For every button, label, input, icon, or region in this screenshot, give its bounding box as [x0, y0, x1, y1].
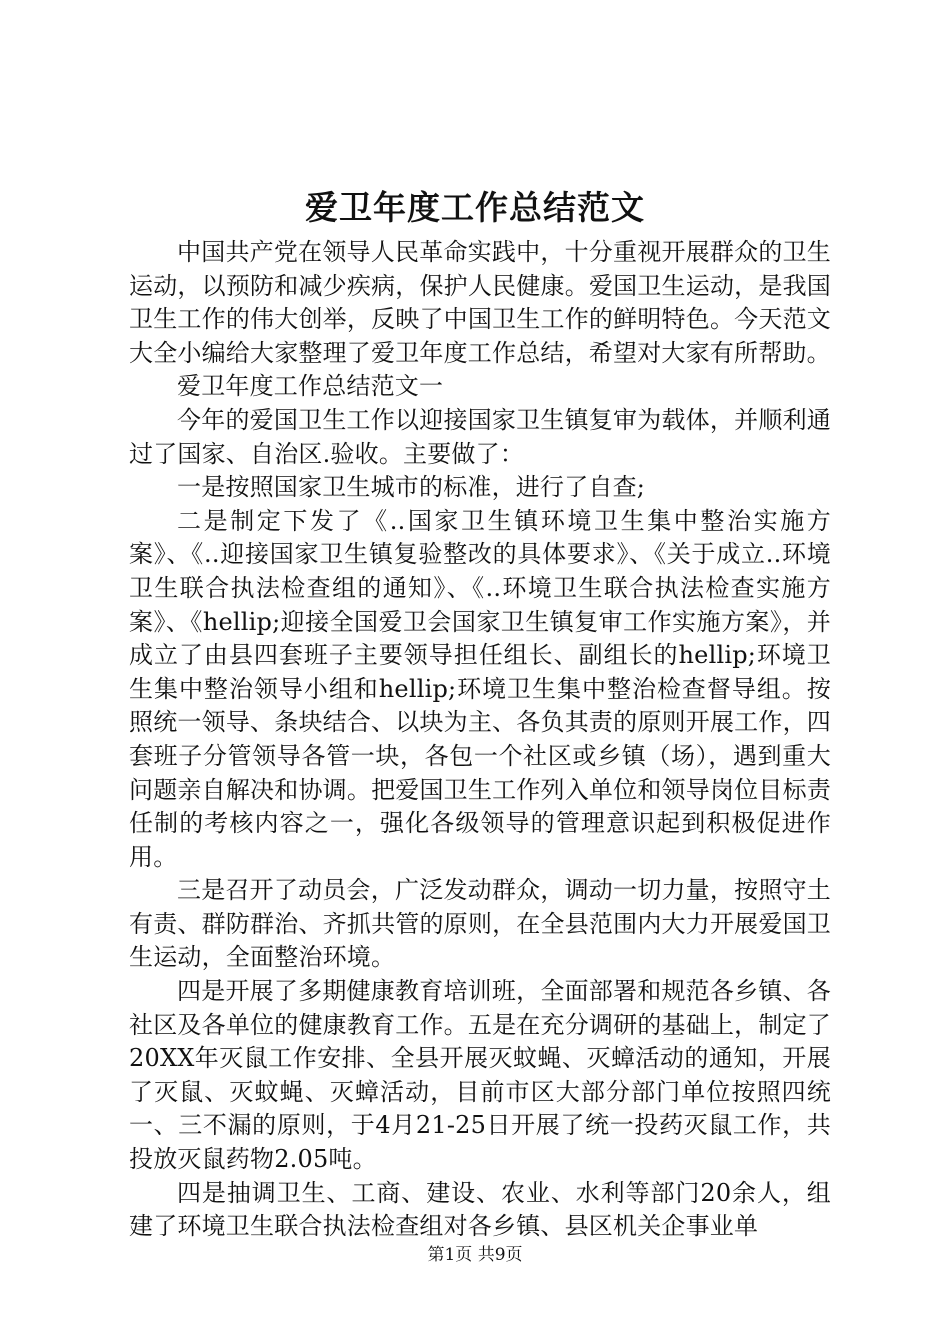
document-title: 爱卫年度工作总结范文: [305, 188, 645, 227]
paragraph: 四是开展了多期健康教育培训班，全面部署和规范各乡镇、各社区及各单位的健康教育工作。五是在充分调研的基础上，制定了20XX年灭鼠工作安排、全县开展灭蚊蝇、灭蟑活动的通知，开展了灭鼠、灭蚊蝇、灭蟑活动，目前市区大部分部门单位按照四统一、三不漏的原则，于4月21-25日开展了统一投药灭鼠工作，共投放灭鼠药物2.05吨。: [129, 977, 831, 1174]
paragraph: 二是制定下发了《..国家卫生镇环境卫生集中整治实施方案》、《..迎接国家卫生镇复验整改的具体要求》、《关于成立..环境卫生联合执法检查组的通知》、《..环境卫生联合执法检查实施方案》、《hellip;迎接全国爱卫会国家卫生镇复审工作实施方案》，并成立了由县四套班子主要领导担任组长、副组长的hellip;环境卫生集中整治领导小组和hellip;环境卫生集中整治检查督导组。按照统一领导、条块结合、以块为主、各负其责的原则开展工作，四套班子分管领导各管一块，各包一个社区或乡镇（场），遇到重大问题亲自解决和协调。把爱国卫生工作列入单位和领导岗位目标责任制的考核内容之一，强化各级领导的管理意识起到积极促进作用。: [129, 506, 831, 871]
page-number-footer: 第1页 共9页: [427, 1245, 523, 1265]
paragraph-intro: 中国共产党在领导人民革命实践中，十分重视开展群众的卫生运动，以预防和减少疾病，保护人民健康。爱国卫生运动，是我国卫生工作的伟大创举，反映了中国卫生工作的鲜明特色。今天范文大全小编给大家整理了爱卫年度工作总结，希望对大家有所帮助。: [129, 238, 831, 367]
section-heading: 爱卫年度工作总结范文一: [177, 372, 444, 401]
paragraph: 四是抽调卫生、工商、建设、农业、水利等部门20余人，组建了环境卫生联合执法检查组对各乡镇、县区机关企事业单: [129, 1178, 831, 1241]
paragraph: 今年的爱国卫生工作以迎接国家卫生镇复审为载体，并顺利通过了国家、自治区.验收。主要做了：: [129, 405, 831, 468]
paragraph: 一是按照国家卫生城市的标准，进行了自查;: [177, 473, 646, 502]
paragraph: 三是召开了动员会，广泛发动群众，调动一切力量，按照守土有责、群防群治、齐抓共管的原则，在全县范围内大力开展爱国卫生运动，全面整治环境。: [129, 876, 831, 972]
document-body: [129, 236, 831, 1244]
